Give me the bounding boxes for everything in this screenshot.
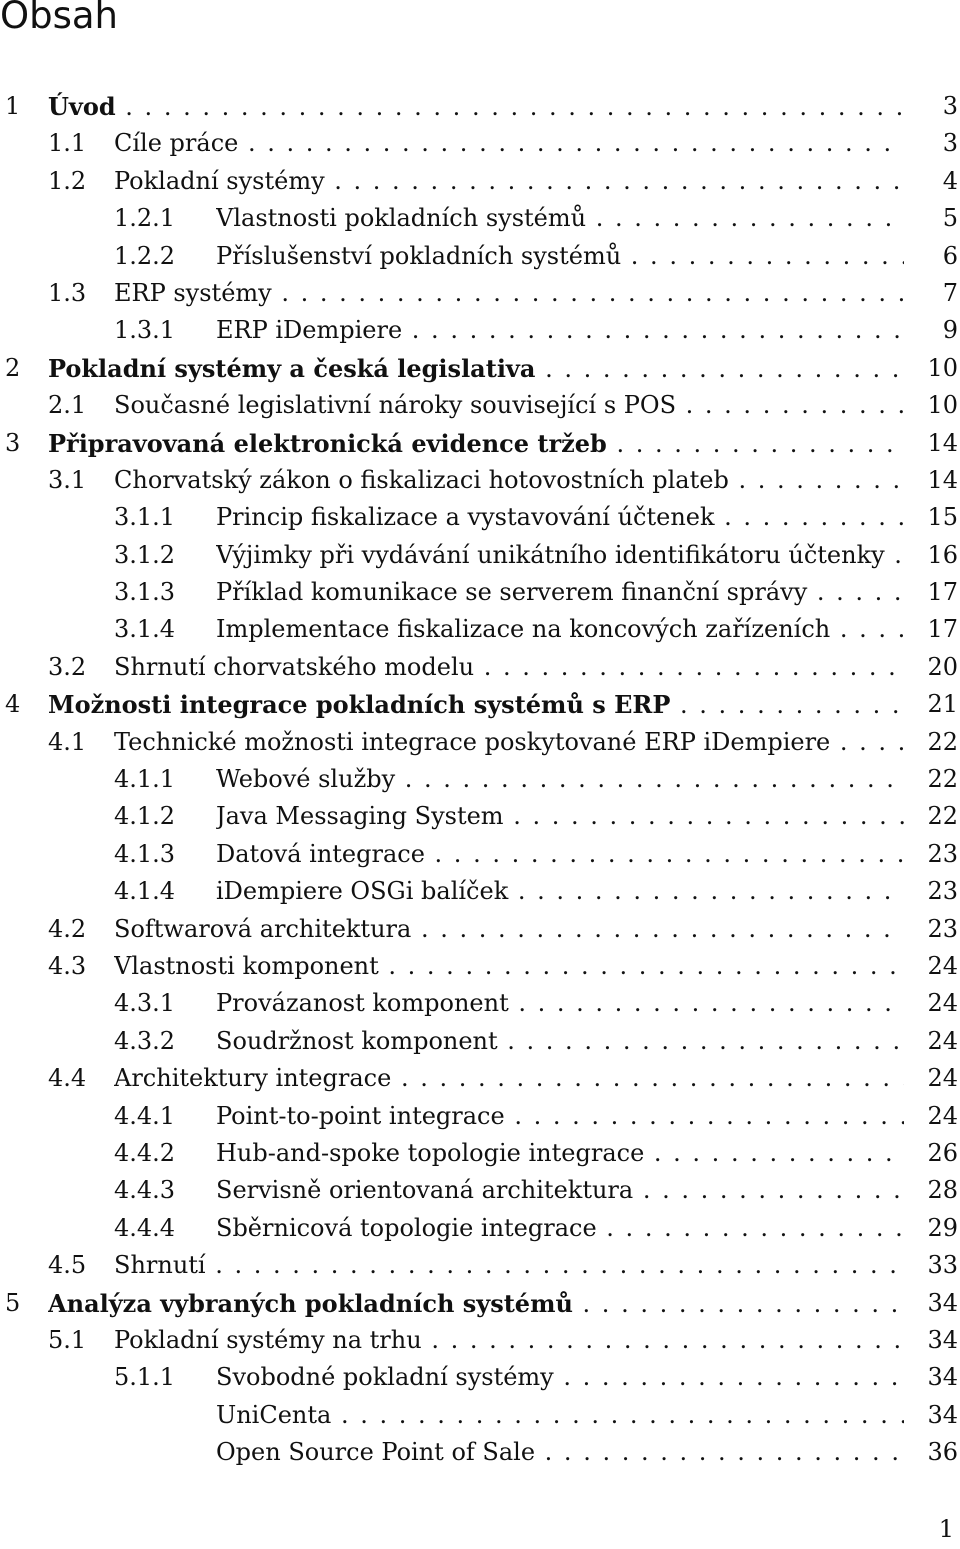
toc-entry-number: 4.4.3 [114,1176,176,1205]
toc-section-entry[interactable] [0,911,960,948]
toc-subsection-entry[interactable] [0,574,960,611]
toc-subsection-entry[interactable] [0,1397,960,1434]
toc-entry-page: 7 [942,278,958,307]
toc-entry-page: 34 [927,1325,958,1354]
toc-section-entry[interactable] [0,462,960,499]
toc-entry-page: 21 [927,690,958,719]
toc-entry-page: 14 [927,465,958,494]
toc-subsection-entry[interactable] [0,1135,960,1172]
toc-section-entry[interactable] [0,1247,960,1284]
toc-subsection-entry[interactable] [0,312,960,349]
toc-subsection-entry[interactable] [0,836,960,873]
toc-entry-page: 33 [927,1251,958,1280]
toc-entry-title[interactable]: Současné legislativní nároky související s POS . . . [114,387,904,424]
toc-entry-title[interactable]: Vlastnosti pokladních systémů . . . [216,200,904,237]
toc-subsection-entry[interactable] [0,798,960,835]
toc-entry-number: 2 [5,353,21,382]
toc-section-entry[interactable] [0,724,960,761]
toc-subsection-entry[interactable] [0,985,960,1022]
toc-entry-title[interactable]: Chorvatský zákon o fiskalizaci hotovostních plateb . . . [114,462,904,499]
toc-entry-title[interactable]: Připravovaná elektronická evidence tržeb . . . [48,425,904,463]
toc-entry-page: 36 [927,1438,958,1467]
toc-entry-title[interactable]: Svobodné pokladní systémy . . . [216,1359,904,1396]
toc-entry-page: 17 [927,615,958,644]
toc-subsection-entry[interactable] [0,537,960,574]
toc-entry-number: 5.1.1 [114,1363,176,1392]
toc-entry-title[interactable]: Implementace fiskalizace na koncových zařízeních . . . [216,611,904,648]
toc-entry-title[interactable]: Vlastnosti komponent . . . [114,948,904,985]
toc-entry-page: 3 [942,129,958,158]
toc-entry-number: 4.1.3 [114,839,176,868]
page-title: Obsah [0,0,119,37]
toc-chapter-entry[interactable] [0,350,960,387]
toc-entry-title[interactable]: Cíle práce . . . [114,125,904,162]
toc-entry-title[interactable]: Technické možnosti integrace poskytované ERP iDempiere . . . [114,724,904,761]
toc-entry-number: 3.1.1 [114,503,176,532]
toc-entry-page: 34 [927,1288,958,1317]
toc-entry-number: 5.1 [48,1325,87,1354]
toc-entry-page: 24 [927,989,958,1018]
toc-entry-title[interactable]: Datová integrace . . . [216,836,904,873]
toc-entry-title[interactable]: Výjimky při vydávání unikátního identifikátoru účtenky . . . [216,537,904,574]
toc-subsection-entry[interactable] [0,1098,960,1135]
table-of-contents [0,88,960,1471]
toc-entry-number: 4.1 [48,727,87,756]
toc-entry-page: 24 [927,1101,958,1130]
toc-subsection-entry[interactable] [0,611,960,648]
toc-entry-page: 34 [927,1400,958,1429]
toc-entry-number: 4.4.2 [114,1138,176,1167]
toc-entry-title[interactable]: Úvod . . . [48,88,904,126]
toc-entry-number: 5 [5,1288,21,1317]
toc-entry-number: 3 [5,428,21,457]
toc-entry-title[interactable]: Pokladní systémy a česká legislativa . . . [48,350,904,388]
toc-section-entry[interactable] [0,649,960,686]
toc-entry-page: 23 [927,877,958,906]
toc-entry-page: 22 [927,802,958,831]
toc-entry-number: 3.2 [48,652,87,681]
toc-entry-number: 4.3.2 [114,1026,176,1055]
toc-subsection-entry[interactable] [0,238,960,275]
toc-entry-title[interactable]: Soudržnost komponent . . . [216,1023,904,1060]
toc-entry-page: 24 [927,1026,958,1055]
toc-chapter-entry[interactable] [0,1285,960,1322]
toc-subsection-entry[interactable] [0,499,960,536]
toc-entry-number: 3.1 [48,465,87,494]
toc-entry-page: 23 [927,839,958,868]
toc-entry-number: 4.1.1 [114,765,176,794]
page-number: 1 [938,1515,954,1543]
toc-entry-number: 4.3 [48,951,87,980]
toc-section-entry[interactable] [0,275,960,312]
toc-entry-page: 24 [927,1064,958,1093]
toc-entry-page: 3 [942,92,958,120]
toc-subsection-entry[interactable] [0,873,960,910]
toc-entry-page: 16 [927,540,958,569]
toc-entry-title[interactable]: Provázanost komponent . . . [216,985,904,1022]
toc-entry-title[interactable]: ERP iDempiere . . . [216,312,904,349]
toc-subsection-entry[interactable] [0,761,960,798]
toc-entry-number: 3.1.2 [114,540,176,569]
toc-entry-page: 4 [942,166,958,195]
toc-chapter-entry[interactable] [0,88,960,125]
toc-entry-title[interactable]: Shrnutí . . . [114,1247,904,1284]
toc-entry-page: 9 [942,316,958,345]
toc-chapter-entry[interactable] [0,425,960,462]
toc-entry-page: 5 [942,204,958,233]
toc-entry-title[interactable]: ERP systémy . . . [114,275,904,312]
toc-entry-page: 22 [927,727,958,756]
toc-entry-title[interactable]: Point-to-point integrace . . . [216,1098,904,1135]
toc-entry-title[interactable]: Softwarová architektura . . . [114,911,904,948]
toc-entry-title[interactable]: Architektury integrace . . . [114,1060,904,1097]
toc-entry-title[interactable]: Shrnutí chorvatského modelu . . . [114,649,904,686]
toc-entry-number: 4.1.2 [114,802,176,831]
toc-entry-number: 4 [5,690,21,719]
toc-entry-number: 1.3.1 [114,316,176,345]
toc-entry-number: 1.2.1 [114,204,176,233]
toc-entry-number: 4.2 [48,914,87,943]
toc-entry-page: 34 [927,1363,958,1392]
toc-entry-number: 4.5 [48,1251,87,1280]
toc-entry-title[interactable]: Analýza vybraných pokladních systémů . . . [48,1285,904,1323]
toc-entry-page: 15 [927,503,958,532]
toc-entry-title[interactable]: Možnosti integrace pokladních systémů s ERP . . . [48,686,904,724]
toc-entry-title[interactable]: Sběrnicová topologie integrace . . . [216,1210,904,1247]
toc-subsection-entry[interactable] [0,200,960,237]
toc-entry-page: 24 [927,951,958,980]
toc-entry-page: 14 [927,428,958,457]
toc-section-entry[interactable] [0,125,960,162]
toc-entry-title[interactable]: Princip fiskalizace a vystavování účtenek . . . [216,499,904,536]
toc-entry-title[interactable]: Hub-and-spoke topologie integrace . . . [216,1135,904,1172]
toc-entry-number: 3.1.3 [114,578,176,607]
toc-subsection-entry[interactable] [0,1359,960,1396]
toc-entry-number: 4.3.1 [114,989,176,1018]
toc-section-entry[interactable] [0,948,960,985]
toc-entry-title[interactable]: Pokladní systémy . . . [114,163,904,200]
toc-entry-title[interactable]: iDempiere OSGi balíček . . . [216,873,904,910]
toc-entry-page: 22 [927,765,958,794]
toc-entry-title[interactable]: Příslušenství pokladních systémů . . . [216,238,904,275]
toc-entry-title[interactable]: Open Source Point of Sale . . . [216,1434,904,1471]
toc-entry-title[interactable]: UniCenta . . . [216,1397,904,1434]
toc-section-entry[interactable] [0,1060,960,1097]
toc-entry-title[interactable]: Java Messaging System . . . [216,798,904,835]
toc-entry-number: 1 [5,92,21,120]
toc-subsection-entry[interactable] [0,1172,960,1209]
toc-chapter-entry[interactable] [0,686,960,723]
toc-entry-title[interactable]: Servisně orientovaná architektura . . . [216,1172,904,1209]
toc-entry-number: 1.2.2 [114,241,176,270]
toc-entry-page: 29 [927,1213,958,1242]
toc-subsection-entry[interactable] [0,1023,960,1060]
toc-section-entry[interactable] [0,387,960,424]
toc-entry-number: 1.2 [48,166,87,195]
toc-entry-page: 10 [927,391,958,420]
toc-entry-number: 1.3 [48,278,87,307]
toc-entry-page: 10 [927,353,958,382]
toc-entry-number: 4.1.4 [114,877,176,906]
toc-entry-page: 17 [927,578,958,607]
toc-entry-page: 6 [942,241,958,270]
toc-entry-title[interactable]: Příklad komunikace se serverem finanční správy . . . [216,574,904,611]
toc-entry-page: 20 [927,652,958,681]
toc-section-entry[interactable] [0,163,960,200]
toc-subsection-entry[interactable] [0,1434,960,1471]
toc-entry-number: 2.1 [48,391,87,420]
toc-entry-page: 26 [927,1138,958,1167]
toc-subsection-entry[interactable] [0,1210,960,1247]
toc-entry-number: 4.4 [48,1064,87,1093]
toc-entry-page: 28 [927,1176,958,1205]
toc-entry-number: 1.1 [48,129,87,158]
toc-entry-title[interactable]: Webové služby . . . [216,761,904,798]
toc-entry-number: 3.1.4 [114,615,176,644]
toc-entry-page: 23 [927,914,958,943]
toc-section-entry[interactable] [0,1322,960,1359]
toc-entry-number: 4.4.4 [114,1213,176,1242]
toc-entry-number: 4.4.1 [114,1101,176,1130]
toc-entry-title[interactable]: Pokladní systémy na trhu . . . [114,1322,904,1359]
